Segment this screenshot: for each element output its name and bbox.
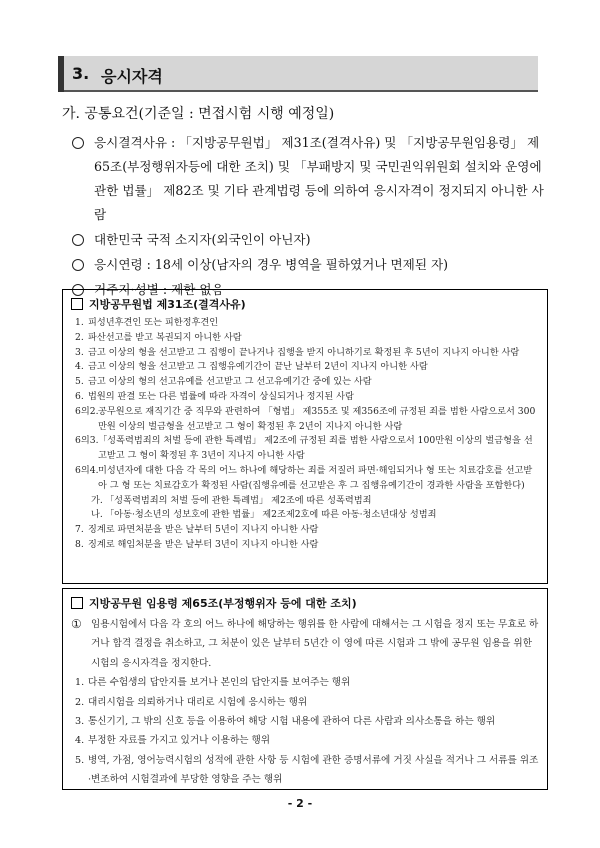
subheading-common-requirements: 가. 공통요건(기준일 : 면접시험 시행 예정일) bbox=[62, 106, 335, 122]
law-item-text: 파산선고를 받고 복권되지 아니한 사람 bbox=[88, 331, 242, 343]
law-item-text: 대리시험을 의뢰하거나 대리로 시험에 응시하는 행위 bbox=[88, 696, 308, 708]
law-item-text: 금고 이상의 형을 선고받고 그 집행이 끝나거나 집행을 받지 아니하기로 확정된 후 5년이 지나지 아니한 사람 bbox=[88, 346, 520, 358]
law-box-title bbox=[71, 296, 539, 312]
section-number: 3. bbox=[72, 64, 90, 83]
law-item-number: 3. bbox=[75, 716, 85, 728]
law-item-text: 「성폭력범죄의 처벌 등에 관한 특례법」 제2조에 따른 성폭력범죄 bbox=[105, 494, 372, 506]
law-item bbox=[71, 346, 539, 361]
qualification-text: 응시결격사유 : 「지방공무원법」 제31조(결격사유) 및 「지방공무원임용령」 제65조(부정행위자등에 대한 조치) 및 「부패방지 및 국민권익위원회 설치와 운영에 관한 법률」 제82조 및 기타 관계법령 등에 의하여 응시자격이 정지되지 아니한 사람 bbox=[94, 135, 544, 222]
law-item-number: 3. bbox=[75, 346, 84, 358]
law-item-text: 금고 이상의 형을 선고받고 그 집행유예기간이 끝난 날부터 2년이 지나지 아니한 사람 bbox=[88, 361, 428, 373]
law-item-text: 징계로 파면처분을 받은 날부터 5년이 지나지 아니한 사람 bbox=[88, 524, 319, 536]
law-item bbox=[71, 523, 539, 538]
law-item-text: 징계로 해임처분을 받은 날부터 3년이 지나지 아니한 사람 bbox=[88, 538, 319, 550]
law-item-number: 나. bbox=[91, 509, 103, 521]
lead-text: 임용시험에서 다음 각 호의 어느 하나에 해당하는 행위를 한 사람에 대해서는 그 시험을 정지 또는 무효로 하거나 합격 결정을 취소하고, 그 처분이 있은 날부터 5년간 이 영에 따른 시험과 그 밖에 공무원 임용을 위한 시험의 응시자격을 정지한다. bbox=[91, 619, 539, 669]
qualification-item bbox=[72, 131, 550, 227]
law-item bbox=[71, 331, 539, 346]
law-item bbox=[71, 405, 539, 435]
law-item-number: 1. bbox=[75, 677, 85, 689]
law-item-number: 6의3. bbox=[75, 435, 99, 447]
law-item-list bbox=[71, 673, 539, 789]
qualification-text: 대한민국 국적 소지자(외국인이 아닌자) bbox=[94, 232, 311, 247]
law-item bbox=[71, 673, 539, 692]
page-number: - 2 - bbox=[287, 797, 313, 810]
law-box-title-text: 지방공무원법 제31조(결격사유) bbox=[89, 298, 246, 311]
law-box-title bbox=[71, 595, 539, 611]
law-item-number: 5. bbox=[75, 754, 85, 766]
law-item bbox=[71, 464, 539, 494]
law-item-number: 6의2. bbox=[75, 405, 99, 417]
law-item-text: 「아동·청소년의 성보호에 관한 법률」 제2조제2호에 따른 아동·청소년대상 성범죄 bbox=[105, 509, 437, 521]
circle-bullet-icon bbox=[72, 259, 84, 271]
square-bullet-icon bbox=[71, 597, 83, 609]
law-item bbox=[71, 375, 539, 390]
law-item-text: 미성년자에 대한 다음 각 목의 어느 하나에 해당하는 죄를 저질러 파면·해임되거나 형 또는 치료감호를 선고받아 그 형 또는 치료감호가 확정된 사람(집행유예를 선고받은 후 그 집행유예기간이 경과한 사람을 포함한다) bbox=[98, 464, 533, 491]
law-item bbox=[71, 508, 539, 523]
qualification-item bbox=[72, 228, 550, 252]
law-item-number: 6의4. bbox=[75, 464, 99, 476]
law-item bbox=[71, 494, 539, 509]
law-item-text: 부정한 자료를 가지고 있거나 이용하는 행위 bbox=[88, 735, 271, 747]
law-item bbox=[71, 693, 539, 712]
law-item-number: 5. bbox=[75, 376, 84, 388]
law-item-text: 공무원으로 재직기간 중 직무와 관련하여 「형법」 제355조 및 제356조에 규정된 죄를 범한 사람으로서 300만원 이상의 벌금형을 선고받고 그 형이 확정된 후 2년이 지나지 아니한 사람 bbox=[98, 405, 536, 432]
law-item bbox=[71, 316, 539, 331]
law-item bbox=[71, 390, 539, 405]
law-box-disqualification bbox=[62, 289, 548, 584]
law-item bbox=[71, 360, 539, 375]
law-item bbox=[71, 538, 539, 553]
law-item-text: 「성폭력범죄의 처벌 등에 관한 특례법」 제2조에 규정된 죄를 범한 사람으로서 100만원 이상의 벌금형을 선고받고 그 형이 확정된 후 3년이 지나지 아니한 사람 bbox=[98, 435, 533, 462]
law-item-text: 피성년후견인 또는 피한정후견인 bbox=[88, 317, 219, 328]
law-item-number: 7. bbox=[75, 524, 84, 536]
law-item-number: 가. bbox=[91, 494, 103, 506]
qualification-text: 응시연령 : 18세 이상(남자의 경우 병역을 필하였거나 면제된 자) bbox=[94, 257, 449, 272]
law-item bbox=[71, 751, 539, 790]
law-item-text: 병역, 가점, 영어능력시험의 성적에 관한 사항 등 시험에 관한 증명서류에 거짓 사실을 적거나 그 서류를 위조·변조하여 시험결과에 부당한 영향을 주는 행위 bbox=[88, 754, 539, 786]
law-item-text: 금고 이상의 형의 선고유예를 선고받고 그 선고유예기간 중에 있는 사람 bbox=[88, 376, 372, 388]
law-item-number: 2. bbox=[75, 331, 84, 343]
law-item-text: 통신기기, 그 밖의 신호 등을 이용하여 해당 시험 내용에 관하여 다른 사람과 의사소통을 하는 행위 bbox=[88, 716, 496, 728]
law-item-text: 법원의 판결 또는 다른 법률에 따라 자격이 상실되거나 정지된 사람 bbox=[88, 390, 354, 402]
law-item bbox=[71, 712, 539, 731]
law-item-list bbox=[71, 316, 539, 553]
square-bullet-icon bbox=[71, 298, 83, 310]
law-item-number: 1. bbox=[75, 317, 84, 328]
circle-bullet-icon bbox=[72, 137, 84, 149]
circle-bullet-icon bbox=[72, 234, 84, 246]
qualification-text: 거주지·성별 : 제한 없음 bbox=[94, 282, 224, 297]
law-item bbox=[71, 434, 539, 464]
law-item bbox=[71, 731, 539, 750]
law-item-text: 다른 수험생의 답안지를 보거나 본인의 답안지를 보여주는 행위 bbox=[88, 677, 351, 689]
law-item-number: 4. bbox=[75, 735, 85, 747]
law-box-title-text: 지방공무원 임용령 제65조(부정행위자 등에 대한 조치) bbox=[89, 597, 357, 610]
law-item-number: 6. bbox=[75, 390, 84, 402]
qualification-item bbox=[72, 253, 550, 277]
law-item-number: 2. bbox=[75, 696, 85, 708]
section-header-accent bbox=[58, 56, 64, 92]
qualification-list bbox=[72, 131, 550, 303]
law-lead-paragraph bbox=[71, 615, 539, 673]
lead-number: ① bbox=[71, 617, 82, 631]
law-box-misconduct bbox=[62, 588, 548, 790]
law-item-number: 4. bbox=[75, 361, 84, 373]
law-item-number: 8. bbox=[75, 538, 84, 550]
section-title: 응시자격 bbox=[101, 67, 163, 86]
